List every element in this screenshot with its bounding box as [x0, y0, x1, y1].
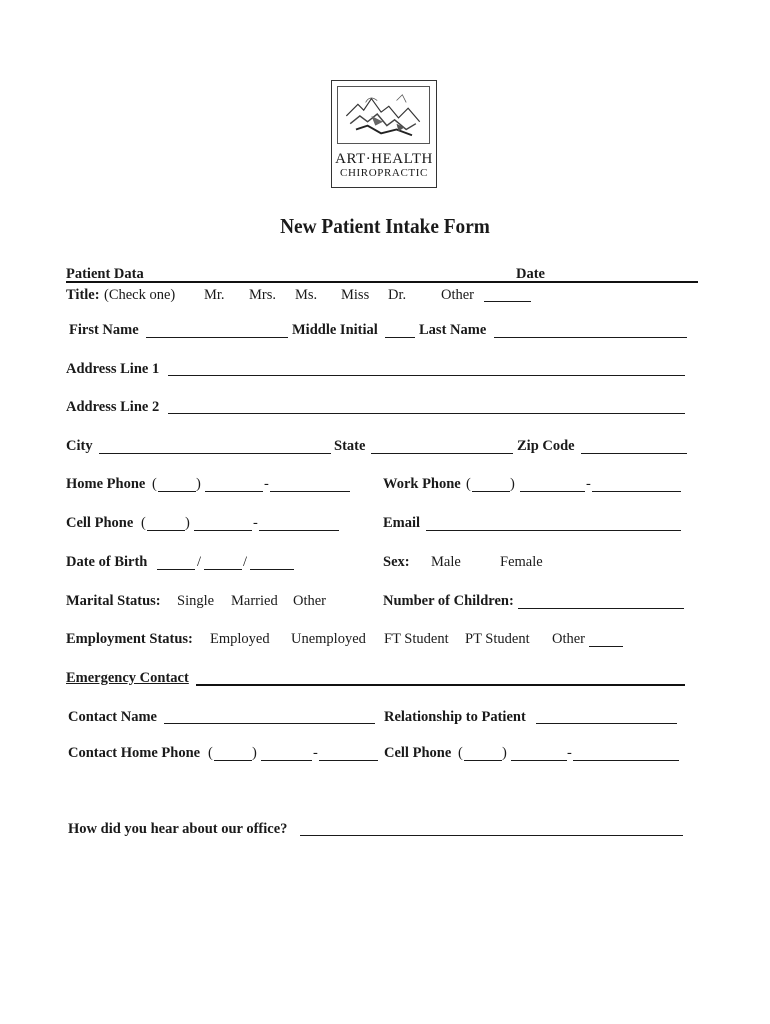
- employment-option-employed[interactable]: Employed: [210, 631, 270, 647]
- contact-home-phone-open-paren: (: [208, 745, 213, 761]
- contact-home-phone-close-paren: ): [252, 745, 257, 761]
- last-name-field[interactable]: [494, 337, 687, 338]
- employment-option-pt-student[interactable]: PT Student: [465, 631, 530, 647]
- zip-code-field[interactable]: [581, 453, 687, 454]
- middle-initial-field[interactable]: [385, 337, 415, 338]
- emergency-cell-phone-close-paren: ): [502, 745, 507, 761]
- contact-name-label: Contact Name: [68, 709, 157, 725]
- home-phone-label: Home Phone: [66, 476, 146, 492]
- employment-option-unemployed[interactable]: Unemployed: [291, 631, 366, 647]
- first-name-field[interactable]: [146, 337, 288, 338]
- city-label: City: [66, 438, 93, 454]
- home-phone-line-field[interactable]: [270, 491, 350, 492]
- check-one-hint: (Check one): [104, 287, 176, 303]
- title-label: Title:: [66, 287, 100, 303]
- cell-phone-prefix-field[interactable]: [194, 530, 252, 531]
- state-field[interactable]: [371, 453, 513, 454]
- emergency-cell-line-field[interactable]: [573, 760, 679, 761]
- referral-answer-field[interactable]: [300, 835, 683, 836]
- referral-question-label: How did you hear about our office?: [68, 821, 288, 837]
- number-of-children-field[interactable]: [518, 608, 684, 609]
- clinic-logo: [331, 80, 437, 188]
- address-line-1-field[interactable]: [168, 375, 685, 376]
- first-name-label: First Name: [69, 322, 139, 338]
- city-field[interactable]: [99, 453, 331, 454]
- emergency-cell-phone-open-paren: (: [458, 745, 463, 761]
- work-phone-open-paren: (: [466, 476, 471, 492]
- title-option-other[interactable]: Other: [441, 287, 475, 303]
- contact-home-phone-prefix-field[interactable]: [261, 760, 312, 761]
- home-phone-open-paren: (: [152, 476, 157, 492]
- home-phone-dash: -: [264, 476, 269, 492]
- cell-phone-open-paren: (: [141, 515, 146, 531]
- emergency-cell-phone-dash: -: [567, 745, 572, 761]
- emergency-cell-area-field[interactable]: [464, 760, 502, 761]
- employment-other-field[interactable]: [589, 646, 623, 647]
- address-line-2-field[interactable]: [168, 413, 685, 414]
- emergency-section-divider: [196, 684, 685, 686]
- home-phone-close-paren: ): [196, 476, 201, 492]
- contact-home-phone-dash: -: [313, 745, 318, 761]
- title-option-mr[interactable]: Mr.: [204, 287, 225, 303]
- work-phone-line-field[interactable]: [592, 491, 681, 492]
- home-phone-area-field[interactable]: [158, 491, 196, 492]
- emergency-cell-prefix-field[interactable]: [511, 760, 567, 761]
- cell-phone-area-field[interactable]: [147, 530, 185, 531]
- dob-slash-2: /: [243, 554, 248, 570]
- dob-month-field[interactable]: [157, 569, 195, 570]
- page-title: New Patient Intake Form: [280, 214, 490, 238]
- middle-initial-label: Middle Initial: [292, 322, 378, 338]
- email-label: Email: [383, 515, 421, 531]
- last-name-label: Last Name: [419, 322, 487, 338]
- employment-option-ft-student[interactable]: FT Student: [384, 631, 449, 647]
- title-option-ms[interactable]: Ms.: [295, 287, 318, 303]
- sex-label: Sex:: [383, 554, 410, 570]
- address-line-1-label: Address Line 1: [66, 361, 160, 377]
- date-field[interactable]: [548, 266, 696, 284]
- cell-phone-dash: -: [253, 515, 258, 531]
- title-option-miss[interactable]: Miss: [341, 287, 370, 303]
- work-phone-label: Work Phone: [383, 476, 461, 492]
- logo-text-art-health: ART·HEALTH: [335, 151, 433, 167]
- section-heading-emergency-contact: Emergency Contact: [66, 670, 189, 686]
- work-phone-dash: -: [586, 476, 591, 492]
- relationship-field[interactable]: [536, 723, 677, 724]
- number-of-children-label: Number of Children:: [383, 593, 514, 609]
- mountain-sketch-icon: [338, 87, 429, 143]
- work-phone-close-paren: ): [510, 476, 515, 492]
- home-phone-prefix-field[interactable]: [205, 491, 263, 492]
- cell-phone-label: Cell Phone: [66, 515, 134, 531]
- contact-home-phone-label: Contact Home Phone: [68, 745, 201, 761]
- zip-code-label: Zip Code: [517, 438, 575, 454]
- contact-home-phone-line-field[interactable]: [319, 760, 378, 761]
- sex-option-female[interactable]: Female: [500, 554, 543, 570]
- title-option-mrs[interactable]: Mrs.: [249, 287, 276, 303]
- logo-artwork: [337, 86, 430, 144]
- employment-option-other[interactable]: Other: [552, 631, 586, 647]
- date-label: Date: [516, 266, 545, 282]
- email-field[interactable]: [426, 530, 681, 531]
- marital-option-other[interactable]: Other: [293, 593, 327, 609]
- sex-option-male[interactable]: Male: [431, 554, 461, 570]
- address-line-2-label: Address Line 2: [66, 399, 160, 415]
- emergency-cell-phone-label: Cell Phone: [384, 745, 452, 761]
- cell-phone-close-paren: ): [185, 515, 190, 531]
- marital-status-label: Marital Status:: [66, 593, 161, 609]
- state-label: State: [334, 438, 366, 454]
- contact-name-field[interactable]: [164, 723, 375, 724]
- work-phone-prefix-field[interactable]: [520, 491, 585, 492]
- date-of-birth-label: Date of Birth: [66, 554, 148, 570]
- section-heading-patient-data: Patient Data: [66, 266, 144, 282]
- marital-option-single[interactable]: Single: [177, 593, 215, 609]
- work-phone-area-field[interactable]: [472, 491, 510, 492]
- employment-status-label: Employment Status:: [66, 631, 193, 647]
- cell-phone-line-field[interactable]: [259, 530, 339, 531]
- contact-home-phone-area-field[interactable]: [214, 760, 252, 761]
- marital-option-married[interactable]: Married: [231, 593, 278, 609]
- logo-text-chiropractic: CHIROPRACTIC: [340, 167, 428, 179]
- dob-slash-1: /: [197, 554, 202, 570]
- relationship-label: Relationship to Patient: [384, 709, 526, 725]
- title-option-dr[interactable]: Dr.: [388, 287, 407, 303]
- dob-year-field[interactable]: [250, 569, 294, 570]
- title-other-field[interactable]: [484, 301, 531, 302]
- dob-day-field[interactable]: [204, 569, 242, 570]
